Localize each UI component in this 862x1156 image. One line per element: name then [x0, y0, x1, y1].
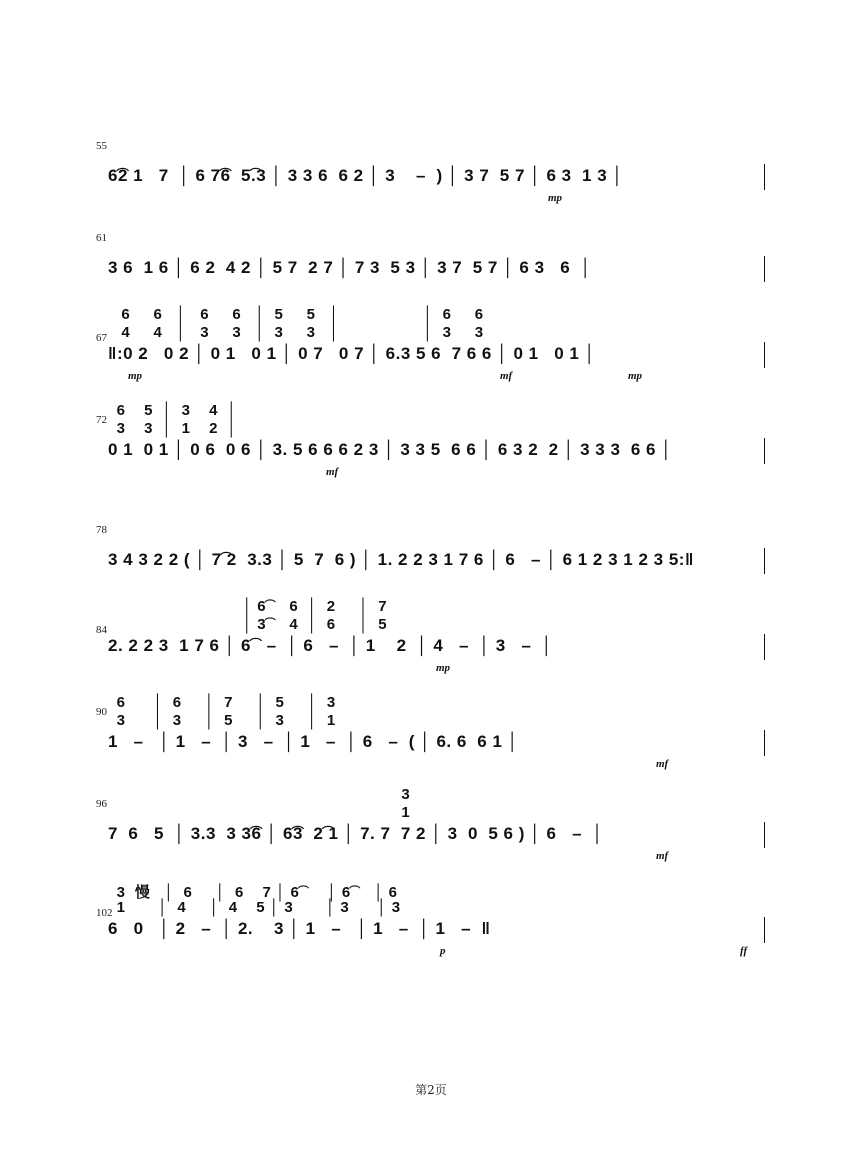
- notation-line: 0 1 0 1 │ 0 6 0 6 │ 3. 5 6 6 6 2 3 │ 3 3 5 6 6 │ 6 3 2 2 │ 3 3 3 6 6 │: [108, 440, 673, 459]
- measure-number: 55: [96, 140, 107, 152]
- measure-number: 102: [96, 907, 113, 919]
- dynamic-marking: mp: [628, 370, 643, 382]
- chord-upper-notes: 3: [112, 786, 411, 803]
- measure-number: 67: [96, 332, 107, 344]
- bar-line: [764, 917, 765, 943]
- measure-number: 72: [96, 414, 107, 426]
- score-system: [0, 598, 862, 702]
- bar-line: [764, 730, 765, 756]
- bar-line: [764, 548, 765, 574]
- chord-middle-notes: 3 │ 3 │ 5 │ 3 │ 1: [112, 712, 336, 729]
- bar-line: [764, 438, 765, 464]
- dynamic-marking: mf: [656, 850, 669, 862]
- chord-middle-notes: 1: [112, 804, 411, 821]
- dynamic-marking: mp: [128, 370, 143, 382]
- measure-number: 90: [96, 706, 107, 718]
- chord-upper-notes: 6 5 │ 3 4 │: [112, 402, 238, 419]
- score-system: [0, 884, 862, 985]
- measure-number: 78: [96, 524, 107, 536]
- score-system: [0, 306, 862, 410]
- page-number: 第2页: [415, 1083, 447, 1097]
- measure-number: 84: [96, 624, 107, 636]
- notation-line: 7 6 5 │ 3.3 3 3͡6 │ 6͡3 2͡ 1 │ 7. 7 7 2 │ 3 0 5 6 ) │ 6 – │: [108, 824, 604, 843]
- dynamic-marking: mf: [500, 370, 513, 382]
- chord-middle-notes: 3 3 │ 1 2 │: [112, 420, 238, 437]
- measure-number: 96: [96, 798, 107, 810]
- chord-upper-notes: 6 │ 6 │ 7 │ 5 │ 3: [112, 694, 336, 711]
- chord-middle-notes: 1 │ 4 │ 4 5 │ 3 │ 3 │ 3: [112, 899, 401, 916]
- bar-line: [764, 822, 765, 848]
- chord-middle-notes: │ 3͡ 4 │ 6 │ 5: [112, 616, 388, 633]
- notation-line: 6͡2 1 7 │ 6 7͡6 5͡.3 │ 3 3 6 6 2 │ 3 – ) │ 3 7 5 7 │ 6 3 1 3 │: [108, 166, 624, 185]
- dynamic-marking: mp: [548, 192, 563, 204]
- chord-upper-notes: 3 慢 │ 6 │ 6 7 │ 6͡ │ 6͡ │ 6: [112, 884, 398, 901]
- notation-line: 3 4 3 2 2 ( │ 7͡ 2 3.3 │ 5 7 6 ) │ 1. 2 2 3 1 7 6 │ 6 – │ 6 1 2 3 1 2 3 5:‖: [108, 550, 694, 569]
- chord-middle-notes: 4 4 │ 3 3 │ 3 3 │ │ 3 3: [112, 324, 484, 341]
- bar-line: [764, 342, 765, 368]
- bar-line: [764, 634, 765, 660]
- dynamic-marking: mf: [326, 466, 339, 478]
- dynamic-marking: p: [440, 945, 446, 957]
- dynamic-marking: mp: [436, 662, 451, 674]
- notation-line: 2. 2 2 3 1 7 6 │ 6͡ – │ 6 – │ 1 2 │ 4 – │ 3 – │: [108, 636, 553, 655]
- bar-line: [764, 256, 765, 282]
- notation-line: 3 6 1 6 │ 6 2 4 2 │ 5 7 2 7 │ 7 3 5 3 │ 3 7 5 7 │ 6 3 6 │: [108, 258, 592, 277]
- dynamic-marking: ff: [740, 945, 748, 957]
- score-system: [0, 402, 862, 506]
- notation-line: 1 – │ 1 – │ 3 – │ 1 – │ 6 – ( │ 6. 6 6 1 │: [108, 732, 519, 751]
- measure-number: 61: [96, 232, 107, 244]
- score-system: [0, 694, 862, 798]
- dynamic-marking: mf: [656, 758, 669, 770]
- notation-line: ‖:0 2 0 2 │ 0 1 0 1 │ 0 7 0 7 │ 6.3 5 6 7 6 6 │ 0 1 0 1 │: [108, 344, 596, 363]
- chord-upper-notes: 6 6 │ 6 6 │ 5 5 │ │ 6 6: [112, 306, 484, 323]
- chord-upper-notes: │ 6͡ 6 │ 2 │ 7: [112, 598, 388, 615]
- notation-line: 6 0 │ 2 – │ 2. 3 │ 1 – │ 1 – │ 1 – ‖: [108, 919, 491, 938]
- bar-line: [764, 164, 765, 190]
- score-system: [0, 786, 862, 890]
- score-system: [0, 140, 862, 232]
